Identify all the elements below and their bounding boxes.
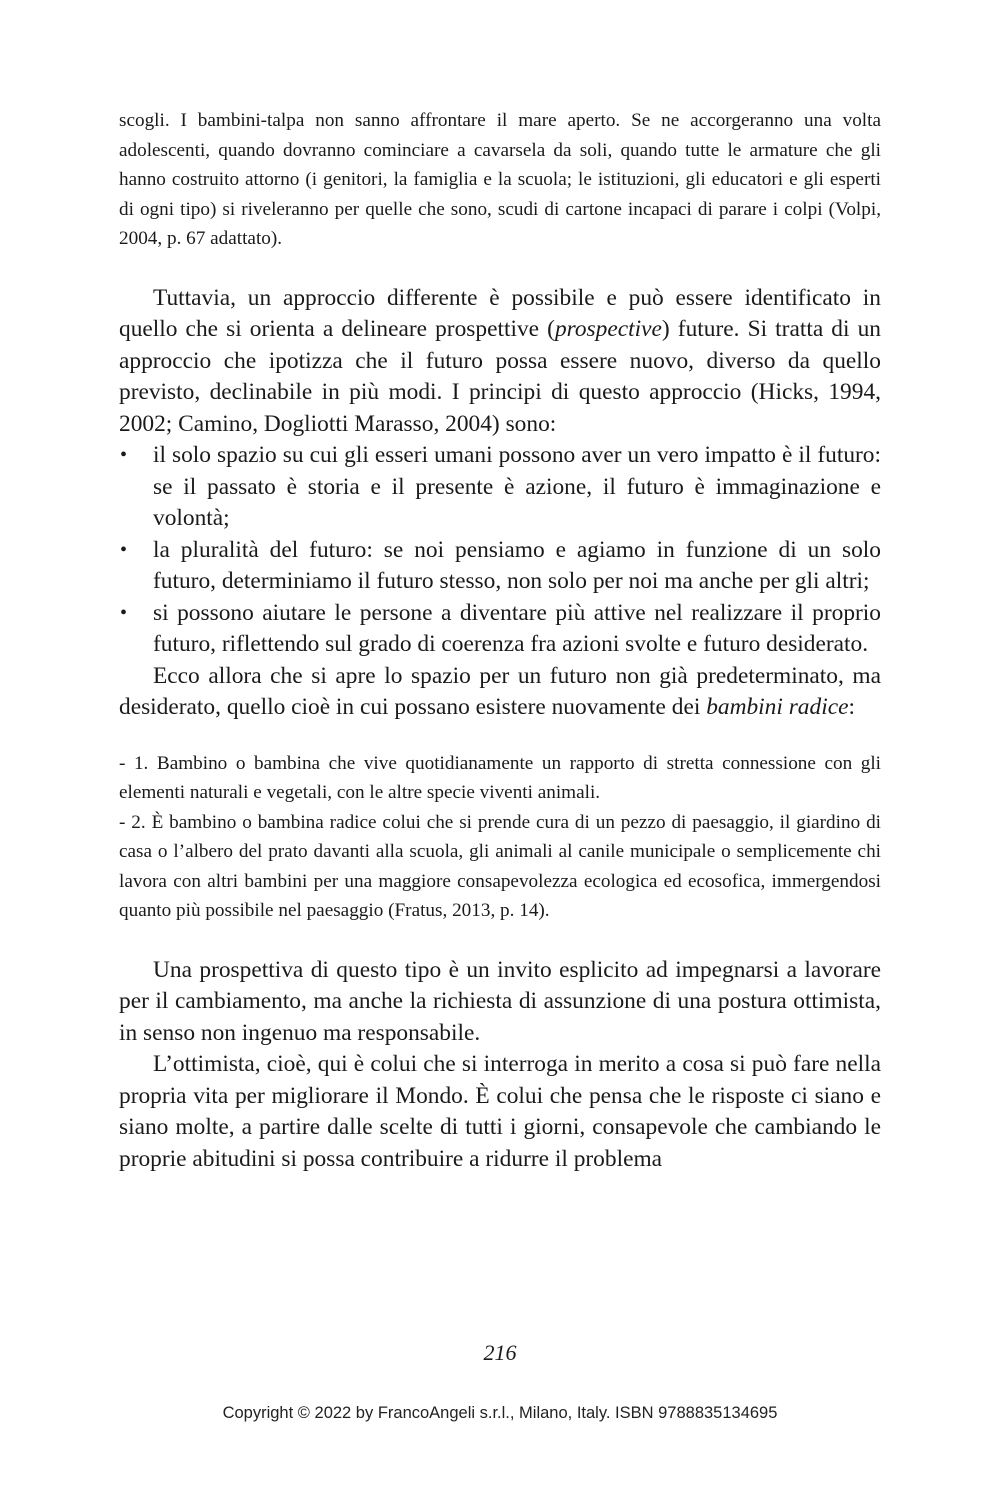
block-quote-top <box>119 106 881 254</box>
list-item-text: il solo spazio su cui gli esseri umani possono aver un vero impatto è il futuro: se il passato è storia e il presente è azione, il futuro è immaginazione e volontà; <box>153 442 881 531</box>
list-item <box>119 440 881 535</box>
paragraph-bambini-radice-italic: bambini radice <box>706 694 849 720</box>
definition-item-2: - 2. È bambino o bambina radice colui che si prende cura di un pezzo di paesaggio, il giardino di casa o l’albero del prato davanti alla scuola, gli animali al canile municipale o semplicemente chi lavora con altri bambini per una maggiore consapevolezza ecologica ed ecosofica, immergendosi quanto più possibile nel paesaggio (Fratus, 2013, p. 14). <box>119 811 881 921</box>
list-item <box>119 535 881 598</box>
principles-list <box>119 440 881 661</box>
paragraph-prospettiva-text: Una prospettiva di questo tipo è un invito esplicito ad impegnarsi a lavorare per il cambiamento, ma anche la richiesta di assunzione di una postura ottimista, in senso non ingenuo ma responsabile. <box>119 956 881 1046</box>
page-body <box>119 106 881 1175</box>
paragraph-approach <box>119 283 881 441</box>
paragraph-approach-text-1: Tuttavia, un approccio differente è possibile e può essere identificato in quello che si orienta a delineare prospettive ( <box>119 284 881 342</box>
list-item-text: si possono aiutare le persone a diventare più attive nel realizzare il proprio futuro, riflettendo sul grado di coerenza fra azioni svolte e futuro desiderato. <box>153 599 881 657</box>
paragraph-bambini-radice-text-2: : <box>848 694 855 720</box>
paragraph-bambini-radice-text-1: Ecco allora che si apre lo spazio per un futuro non già predeterminato, ma desiderato, quello cioè in cui possano esistere nuovamente dei <box>119 662 881 720</box>
quote-top-text: scogli. I bambini-talpa non sanno affrontare il mare aperto. Se ne accorgeranno una volta adolescenti, quando dovranno cominciare a cavarsela da soli, quando tutte le armature che gli hanno costruito attorno (i genitori, la famiglia e la scuola; le istituzioni, gli educatori e gli esperti di ogni tipo) si riveleranno per quelle che sono, scudi di cartone incapaci di parare i colpi (Volpi, 2004, p. 67 adattato). <box>119 110 881 249</box>
page-number: 216 <box>483 1340 517 1365</box>
paragraph-prospettiva <box>119 955 881 1050</box>
bullet-icon: • <box>120 444 128 466</box>
list-item-text: la pluralità del futuro: se noi pensiamo e agiamo in funzione di un solo futuro, determiniamo il futuro stesso, non solo per noi ma anche per gli altri; <box>153 536 881 594</box>
paragraph-approach-text-2: ) future. Si tratta di un approccio che ipotizza che il futuro possa essere nuovo, diverso da quello previsto, declinabile in più modi. I principi di questo approccio (Hicks, 1994, 2002; Camino, Dogliotti Marasso, 2004) sono: <box>119 316 881 437</box>
paragraph-ottimista-text: L’ottimista, cioè, qui è colui che si interroga in merito a cosa si può fare nella propria vita per migliorare il Mondo. È colui che pensa che le risposte ci siano e siano molte, a partire dalle scelte di tutti i giorni, consapevole che cambiando le proprie abitudini si possa contribuire a ridurre il problema <box>119 1051 881 1172</box>
list-item <box>119 598 881 661</box>
copyright-notice: Copyright © 2022 by FrancoAngeli s.r.l., Milano, Italy. ISBN 9788835134695 <box>222 1404 778 1422</box>
definition-item-1: - 1. Bambino o bambina che vive quotidianamente un rapporto di stretta connessione con gli elementi naturali e vegetali, con le altre specie viventi animali. <box>119 752 881 803</box>
paragraph-ottimista <box>119 1049 881 1175</box>
paragraph-approach-italic: prospective <box>554 316 662 342</box>
bullet-icon: • <box>120 538 128 561</box>
block-quote-definitions <box>119 749 881 926</box>
paragraph-bambini-radice <box>119 661 881 724</box>
bullet-icon: • <box>120 601 128 624</box>
